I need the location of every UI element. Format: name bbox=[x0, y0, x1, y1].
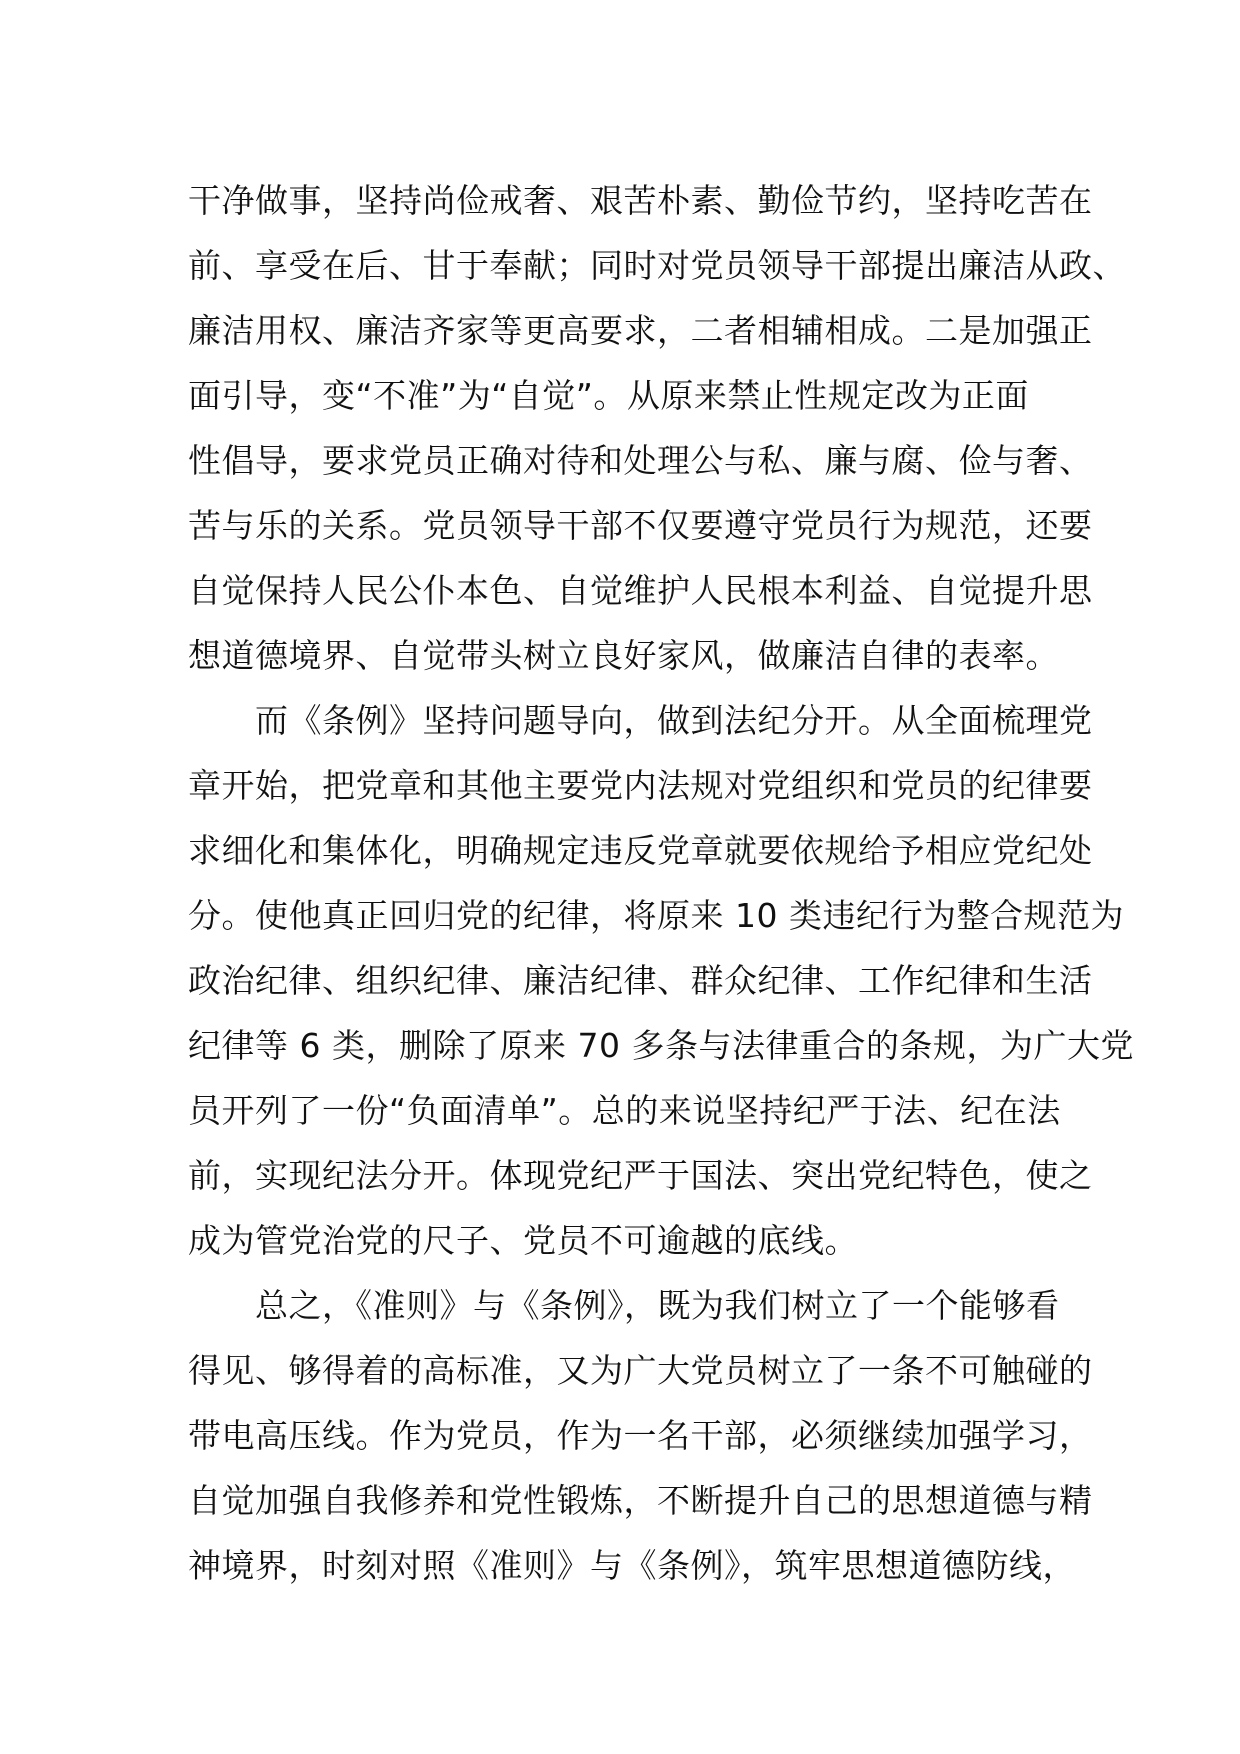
text-line: 苦与乐的关系。党员领导干部不仅要遵守党员行为规范，还要 bbox=[188, 506, 1093, 545]
text-line: 而《条例》坚持问题导向，做到法纪分开。从全面梳理党 bbox=[188, 701, 1093, 740]
text-line: 成为管党治党的尺子、党员不可逾越的底线。 bbox=[188, 1221, 858, 1260]
text-line: 性倡导，要求党员正确对待和处理公与私、廉与腐、俭与奢、 bbox=[188, 441, 1093, 480]
body-text bbox=[188, 168, 1134, 1598]
text-line: 自觉保持人民公仆本色、自觉维护人民根本利益、自觉提升思 bbox=[188, 571, 1093, 610]
text-line: 自觉加强自我修养和党性锻炼，不断提升自己的思想道德与精 bbox=[188, 1481, 1093, 1520]
text-line: 员开列了一份“负面清单”。总的来说坚持纪严于法、纪在法 bbox=[188, 1091, 1061, 1130]
text-line: 前、享受在后、甘于奉献；同时对党员领导干部提出廉洁从政、 bbox=[188, 246, 1126, 285]
text-line: 总之，《准则》与《条例》，既为我们树立了一个能够看 bbox=[188, 1286, 1060, 1325]
text-line: 干净做事，坚持尚俭戒奢、艰苦朴素、勤俭节约，坚持吃苦在 bbox=[188, 181, 1093, 220]
text-line: 分。使他真正回归党的纪律，将原来 10 类违纪行为整合规范为 bbox=[188, 896, 1124, 935]
text-line: 面引导，变“不准”为“自觉”。从原来禁止性规定改为正面 bbox=[188, 376, 1029, 415]
text-line: 想道德境界、自觉带头树立良好家风，做廉洁自律的表率。 bbox=[188, 636, 1059, 675]
text-line: 廉洁用权、廉洁齐家等更高要求，二者相辅相成。二是加强正 bbox=[188, 311, 1093, 350]
text-line: 神境界，时刻对照《准则》与《条例》，筑牢思想道德防线， bbox=[188, 1546, 1076, 1585]
text-line: 前，实现纪法分开。体现党纪严于国法、突出党纪特色，使之 bbox=[188, 1156, 1093, 1195]
text-line: 求细化和集体化，明确规定违反党章就要依规给予相应党纪处 bbox=[188, 831, 1093, 870]
text-line: 政治纪律、组织纪律、廉洁纪律、群众纪律、工作纪律和生活 bbox=[188, 961, 1093, 1000]
text-line: 纪律等 6 类，删除了原来 70 多条与法律重合的条规，为广大党 bbox=[188, 1026, 1134, 1065]
text-line: 带电高压线。作为党员，作为一名干部，必须继续加强学习， bbox=[188, 1416, 1093, 1455]
text-line: 章开始，把党章和其他主要党内法规对党组织和党员的纪律要 bbox=[188, 766, 1093, 805]
text-line: 得见、够得着的高标准，又为广大党员树立了一条不可触碰的 bbox=[188, 1351, 1093, 1390]
